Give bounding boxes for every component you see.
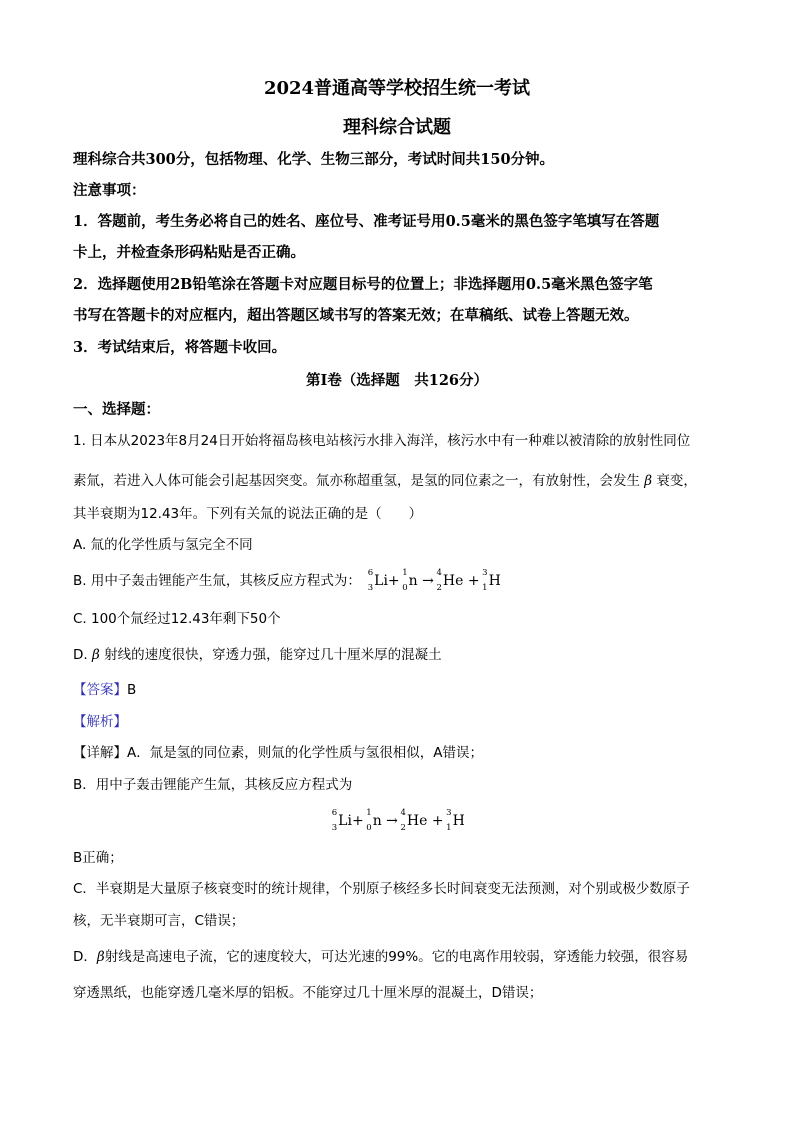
nuclear-equation: 6 3 Li+ 1 0 n → 4 2 He + 3 1 H [367,568,501,593]
section-heading: 第Ⅰ卷（选择题 共126分） [305,372,489,389]
detail-d-line: 穿透黑纸，也能穿透几毫米厚的铝板。不能穿过几十厘米厚的混凝土，D错误； [73,985,543,1001]
detail-a: A．氚是氢的同位素，则氚的化学性质与氢很相似，A错误； [127,745,483,761]
note-line: 1．答题前，考生务必将自己的姓名、座位号、准考证号用0.5毫米的黑色签字笔填写在答题 [73,213,660,230]
question-stem-text: 素氚，若进入人体可能会引起基因突变。氚亦称超重氢，是氢的同位素之一，有放射性，会发生 [73,473,640,489]
note-line: 3．考试结束后，将答题卡收回。 [73,339,287,356]
option-d-label: D. [73,647,88,663]
exam-title: 2024普通高等学校招生统一考试 [263,78,531,99]
option-b-text: B. 用中子轰击锂能产生氚，其核反应方程式为： [73,573,361,589]
part-heading: 一、选择题： [73,401,160,418]
option-b [73,568,501,594]
detail-b: B．用中子轰击锂能产生氚，其核反应方程式为 [73,777,353,793]
note-line: 2．选择题使用2B铅笔涂在答题卡对应题目标号的位置上；非选择题用0.5毫米黑色签字笔 [73,276,653,293]
note-line: 书写在答题卡的对应框内，超出答题区域书写的答案无效；在草稿纸、试卷上答题无效。 [73,307,639,324]
option-c: C. 100个氚经过12.43年剩下50个 [73,611,281,627]
option-d-text: 射线的速度很快，穿透力强，能穿过几十厘米厚的混凝土 [104,647,442,663]
beta-symbol: β [96,949,105,965]
beta-symbol: β [91,647,100,663]
notice-heading: 注意事项： [73,182,146,199]
analysis-label: 【解析】 [73,714,127,730]
answer-value: B [127,682,137,698]
detail-c-line: C．半衰期是大量原子核衰变时的统计规律，个别原子核经多长时间衰变无法预测，对个别或极少数原子 [73,881,690,897]
question-stem-text: 衰变， [656,473,697,489]
detail-label: 【详解】 [73,745,127,761]
detail-c-line: 核，无半衰期可言，C错误； [73,913,245,929]
nuclear-equation-display: 6 3 Li+ 1 0 n → 4 2 He + 3 1 H [331,808,465,833]
detail-d-line: D．β射线是高速电子流，它的速度较大，可达光速的99%。它的电离作用较弱，穿透能力较强，很容易 [73,949,689,965]
detail-b-correct: B正确； [73,850,123,866]
question-stem-line [73,471,697,491]
question-stem-line: 其半衰期为12.43年。下列有关氚的说法正确的是（ ） [73,506,423,522]
option-a: A. 氚的化学性质与氢完全不同 [73,537,253,553]
question-stem-line: 1. 日本从2023年8月24日开始将福岛核电站核污水排入海洋，核污水中有一种难以被清除的放射性同位 [73,433,691,449]
exam-subtitle: 理科综合试题 [343,117,451,138]
detail-line [73,743,483,763]
option-d [73,645,442,665]
beta-symbol: β [644,473,653,489]
answer-line [73,680,136,700]
intro-line: 理科综合共300分，包括物理、化学、生物三部分，考试时间共150分钟。 [73,151,555,168]
note-line: 卡上，并检查条形码粘贴是否正确。 [73,244,305,261]
answer-label: 【答案】 [73,682,127,698]
